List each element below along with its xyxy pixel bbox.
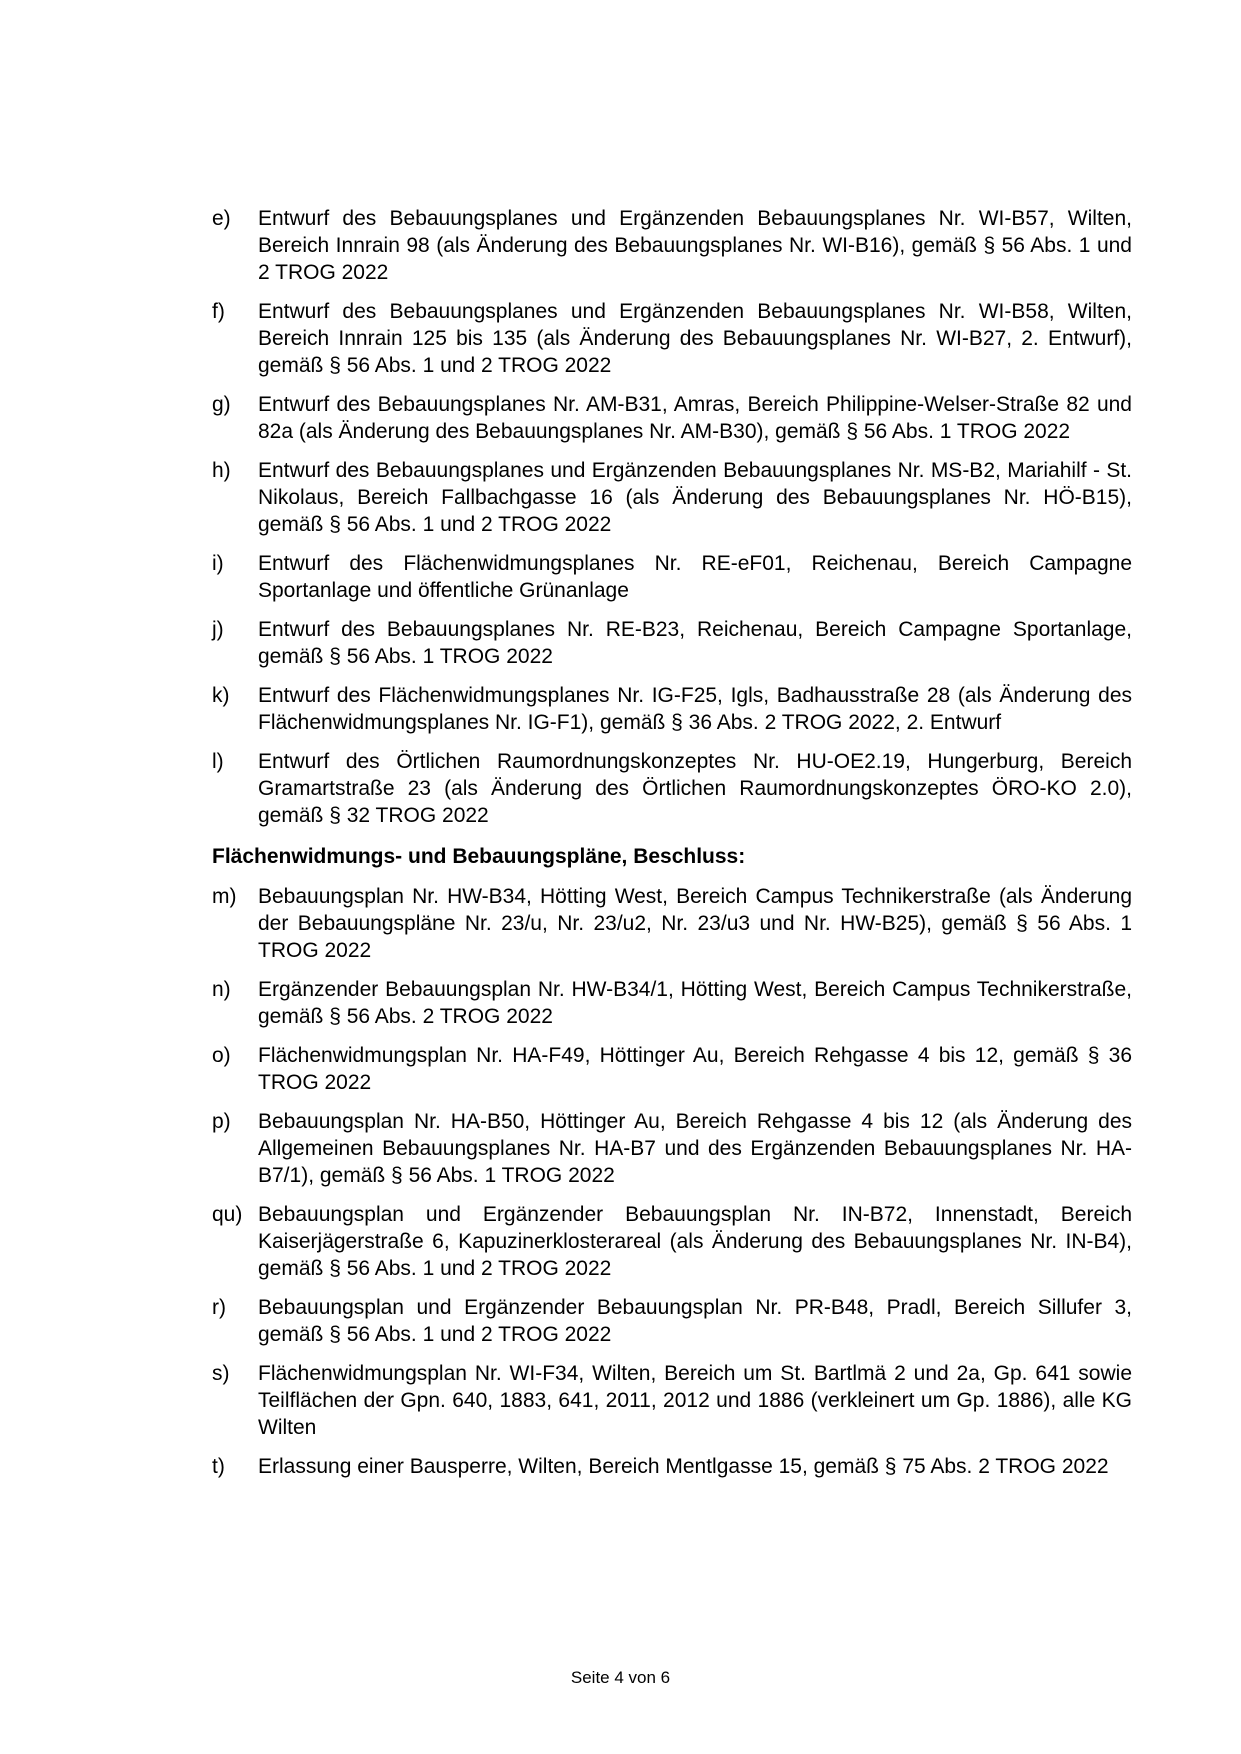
document-body — [212, 205, 1132, 1480]
item-text: Ergänzender Bebauungsplan Nr. HW-B34/1, Hötting West, Bereich Campus Technikerstraße, gemäß § 56 Abs. 2 TROG 2022 — [258, 978, 1132, 1028]
item-label: t) — [212, 1455, 225, 1478]
item-label: j) — [212, 618, 224, 641]
list-item — [212, 298, 1132, 379]
list-item — [212, 1453, 1132, 1480]
resolution-plans-list — [212, 883, 1132, 1480]
item-text: Bebauungsplan und Ergänzender Bebauungsplan Nr. IN-B72, Innenstadt, Bereich Kaiserjägerstraße 6, Kapuzinerklosterareal (als Änderung des Bebauungsplanes Nr. IN-B4), gemäß § 56 Abs. 1 und 2 TROG 2022 — [258, 1203, 1132, 1280]
list-item — [212, 1201, 1132, 1282]
list-item — [212, 682, 1132, 736]
list-item — [212, 550, 1132, 604]
item-text: Erlassung einer Bausperre, Wilten, Bereich Mentlgasse 15, gemäß § 75 Abs. 2 TROG 2022 — [258, 1455, 1109, 1478]
item-text: Bebauungsplan und Ergänzender Bebauungsplan Nr. PR-B48, Pradl, Bereich Sillufer 3, gemäß § 56 Abs. 1 und 2 TROG 2022 — [258, 1296, 1132, 1346]
list-item — [212, 391, 1132, 445]
list-item — [212, 883, 1132, 964]
list-item — [212, 976, 1132, 1030]
item-text: Entwurf des Flächenwidmungsplanes Nr. RE-eF01, Reichenau, Bereich Campagne Sportanlage und öffentliche Grünanlage — [258, 552, 1132, 602]
item-label: f) — [212, 300, 225, 323]
item-text: Entwurf des Bebauungsplanes Nr. AM-B31, Amras, Bereich Philippine-Welser-Straße 82 und 82a (als Änderung des Bebauungsplanes Nr. AM-B30), gemäß § 56 Abs. 1 TROG 2022 — [258, 393, 1132, 443]
page-footer — [0, 1668, 1241, 1688]
list-item — [212, 1042, 1132, 1096]
item-text: Bebauungsplan Nr. HA-B50, Höttinger Au, Bereich Rehgasse 4 bis 12 (als Änderung des Allgemeinen Bebauungsplanes Nr. HA-B7 und des Ergänzenden Bebauungsplanes Nr. HA-B7/1), gemäß § 56 Abs. 1 TROG 2022 — [258, 1110, 1132, 1187]
item-label: e) — [212, 207, 231, 230]
list-item — [212, 748, 1132, 829]
item-label: o) — [212, 1044, 231, 1067]
item-label: m) — [212, 885, 237, 908]
item-text: Flächenwidmungsplan Nr. WI-F34, Wilten, Bereich um St. Bartlmä 2 und 2a, Gp. 641 sowie Teilflächen der Gpn. 640, 1883, 641, 2011, 2012 und 1886 (verkleinert um Gp. 1886), alle KG Wilten — [258, 1362, 1132, 1439]
item-label: k) — [212, 684, 230, 707]
item-label: qu) — [212, 1203, 243, 1226]
item-label: l) — [212, 750, 224, 773]
item-text: Bebauungsplan Nr. HW-B34, Hötting West, Bereich Campus Technikerstraße (als Änderung der Bebauungspläne Nr. 23/u, Nr. 23/u2, Nr. 23/u3 und Nr. HW-B25), gemäß § 56 Abs. 1 TROG 2022 — [258, 885, 1132, 962]
section-heading: Flächenwidmungs- und Bebauungspläne, Beschluss: — [212, 845, 746, 868]
item-label: s) — [212, 1362, 230, 1385]
list-item — [212, 457, 1132, 538]
list-item — [212, 616, 1132, 670]
item-text: Entwurf des Bebauungsplanes und Ergänzenden Bebauungsplanes Nr. WI-B57, Wilten, Bereich Innrain 98 (als Änderung des Bebauungsplanes Nr. WI-B16), gemäß § 56 Abs. 1 und 2 TROG 2022 — [258, 207, 1132, 284]
item-label: n) — [212, 978, 231, 1001]
list-item — [212, 1294, 1132, 1348]
list-item — [212, 205, 1132, 286]
item-text: Entwurf des Bebauungsplanes Nr. RE-B23, Reichenau, Bereich Campagne Sportanlage, gemäß § 56 Abs. 1 TROG 2022 — [258, 618, 1132, 668]
list-item — [212, 1360, 1132, 1441]
list-item — [212, 1108, 1132, 1189]
draft-plans-list — [212, 205, 1132, 829]
item-label: i) — [212, 552, 224, 575]
item-text: Entwurf des Örtlichen Raumordnungskonzeptes Nr. HU-OE2.19, Hungerburg, Bereich Gramartstraße 23 (als Änderung des Örtlichen Raumordnungskonzeptes ÖRO-KO 2.0), gemäß § 32 TROG 2022 — [258, 750, 1132, 827]
item-text: Flächenwidmungsplan Nr. HA-F49, Höttinger Au, Bereich Rehgasse 4 bis 12, gemäß § 36 TROG 2022 — [258, 1044, 1132, 1094]
item-text: Entwurf des Bebauungsplanes und Ergänzenden Bebauungsplanes Nr. WI-B58, Wilten, Bereich Innrain 125 bis 135 (als Änderung des Bebauungsplanes Nr. WI-B27, 2. Entwurf), gemäß § 56 Abs. 1 und 2 TROG 2022 — [258, 300, 1132, 377]
page-number: Seite 4 von 6 — [570, 1668, 671, 1687]
item-label: g) — [212, 393, 231, 416]
item-label: r) — [212, 1296, 226, 1319]
item-label: h) — [212, 459, 231, 482]
item-label: p) — [212, 1110, 231, 1133]
item-text: Entwurf des Flächenwidmungsplanes Nr. IG-F25, Igls, Badhausstraße 28 (als Änderung des Flächenwidmungsplanes Nr. IG-F1), gemäß § 36 Abs. 2 TROG 2022, 2. Entwurf — [258, 684, 1132, 734]
item-text: Entwurf des Bebauungsplanes und Ergänzenden Bebauungsplanes Nr. MS-B2, Mariahilf - St. Nikolaus, Bereich Fallbachgasse 16 (als Änderung des Bebauungsplanes Nr. HÖ-B15), gemäß § 56 Abs. 1 und 2 TROG 2022 — [258, 459, 1132, 536]
